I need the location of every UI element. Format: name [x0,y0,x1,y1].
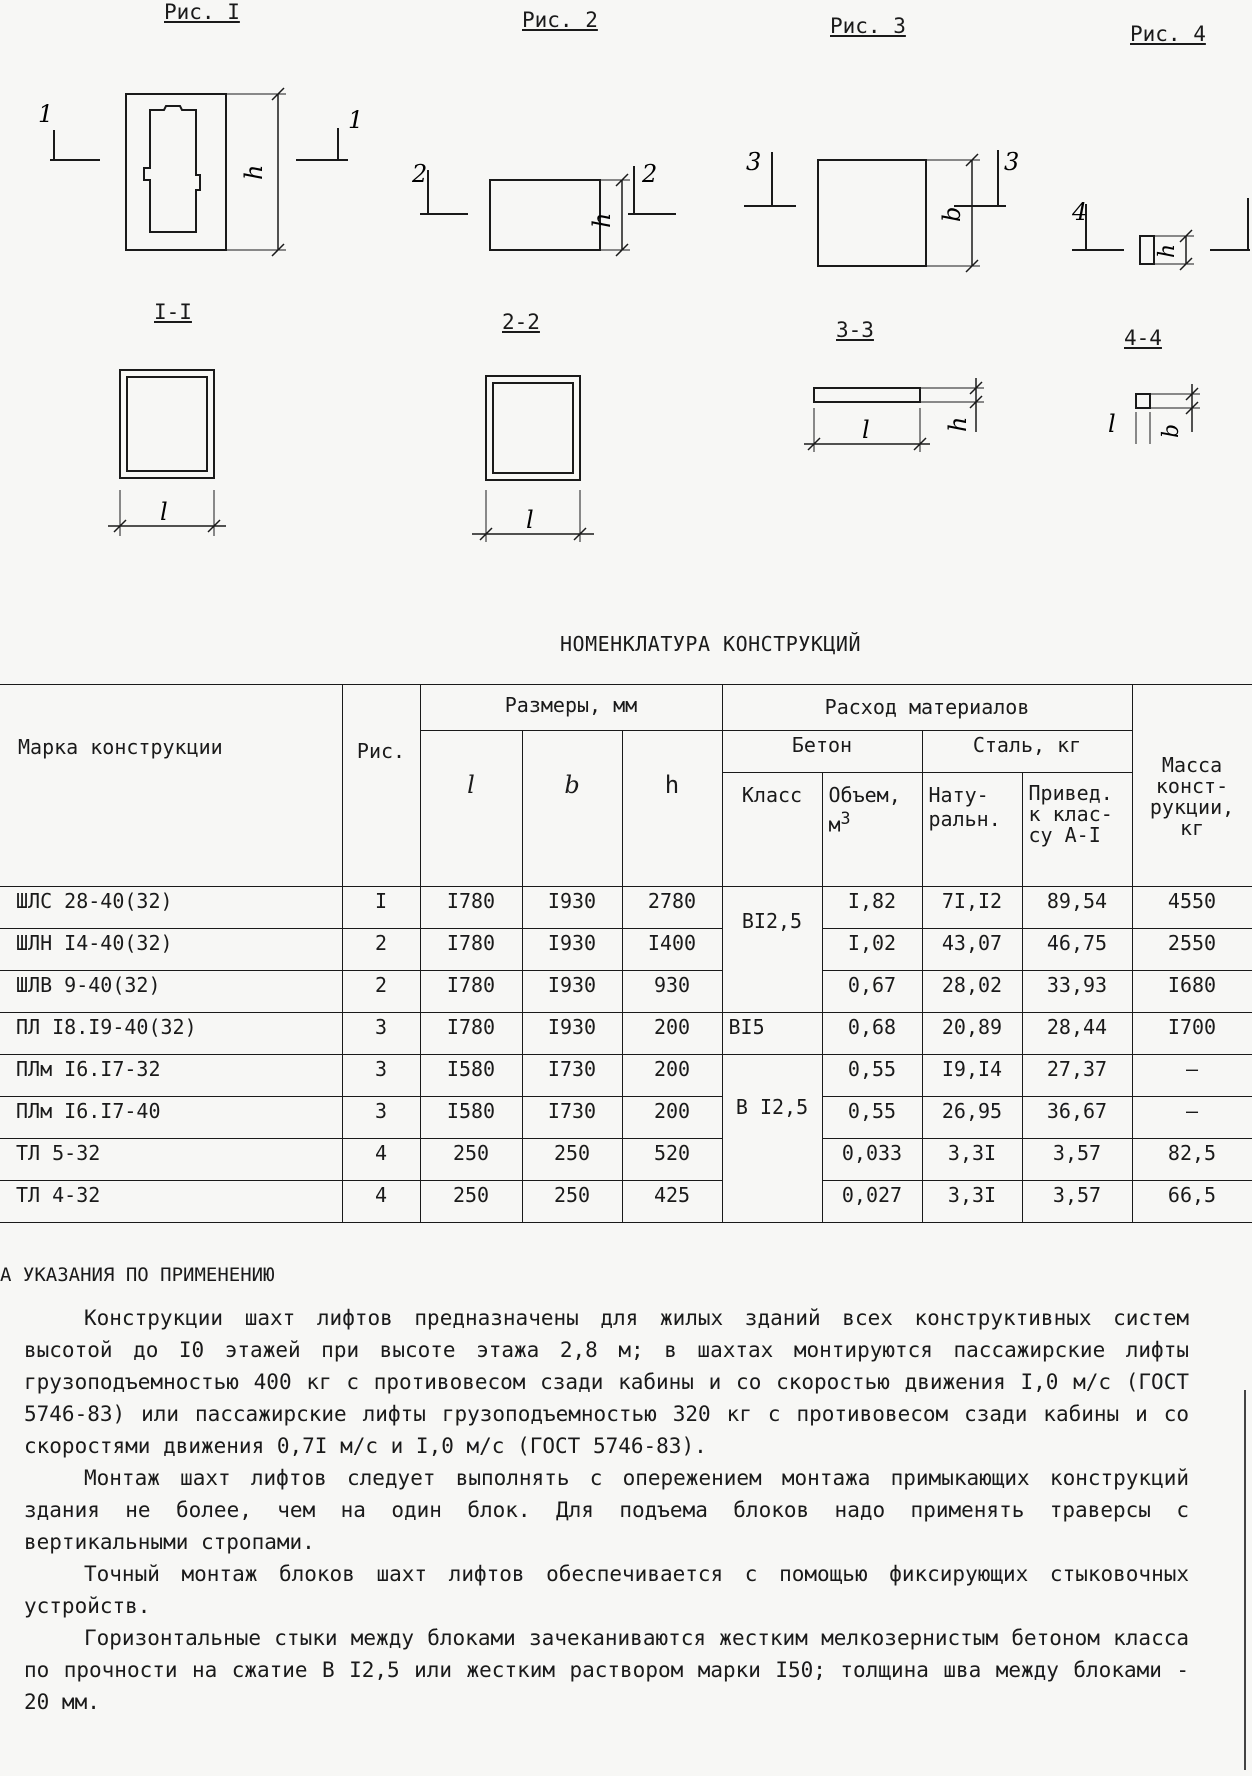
section-1-drawing [100,360,240,540]
cell-natural: 3,3I [922,1181,1022,1223]
cell-mass: 2550 [1132,929,1252,971]
cell-h: 425 [622,1181,722,1223]
cell-natural: 3,3I [922,1139,1022,1181]
header-natural: Нату-ральн. [922,773,1022,887]
cell-fig: 4 [342,1181,420,1223]
section-2-dim-l: l [526,506,534,534]
fig2-elevation [410,150,730,270]
cell-natural: I9,I4 [922,1055,1022,1097]
section-2-title: 2-2 [502,310,540,334]
cell-fig: 3 [342,1055,420,1097]
cell-volume: 0,027 [822,1181,922,1223]
fig3-cut-mark-right: 3 [1004,148,1020,176]
notes-paragraph-2: Монтаж шахт лифтов следует выполнять с опережением монтажа примыкающих конструкций здания не более, чем на один блок. Для подъема блоков надо применять траверсы с вертикальными стропами. [24,1466,1189,1554]
table-row [0,1139,1252,1181]
cell-l: I780 [420,929,522,971]
section-1-dim-l: l [160,498,168,526]
section-2-drawing [462,370,602,550]
table-row [0,1055,1252,1097]
cell-b: I730 [522,1055,622,1097]
header-mass: Масса конст-рукции, кг [1132,685,1252,887]
header-mark: Марка конструкции [0,685,342,887]
fig2-cut-mark-left: 2 [412,160,428,188]
table-row [0,1097,1252,1139]
notes-title: А УКАЗАНИЯ ПО ПРИМЕНЕНИЮ [0,1264,275,1286]
fig4-elevation [1060,190,1250,280]
cell-fig: I [342,887,420,929]
cell-h: 520 [622,1139,722,1181]
cell-mark: ШЛС 28-40(32) [0,887,342,929]
fig3-dim-b: b [938,206,966,222]
cell-b: I730 [522,1097,622,1139]
scan-edge-line [1244,1390,1246,1770]
cell-volume: I,02 [822,929,922,971]
cell-mass: 82,5 [1132,1139,1252,1181]
cell-mass: I700 [1132,1013,1252,1055]
section-1-title: I-I [154,300,192,324]
cell-h: 200 [622,1055,722,1097]
cell-l: 250 [420,1181,522,1223]
cell-reduced: 33,93 [1022,971,1132,1013]
fig1-elevation [30,80,370,270]
cell-volume: 0,68 [822,1013,922,1055]
header-fig: Рис. [342,685,420,887]
fig1-cut-mark-left: 1 [38,100,54,128]
cell-mass: 4550 [1132,887,1252,929]
header-b [522,731,622,887]
cell-l: I780 [420,1013,522,1055]
fig2-cut-mark-right: 2 [642,160,658,188]
cell-mark: ПЛм I6.I7-40 [0,1097,342,1139]
cell-h: 2780 [622,887,722,929]
notes-body [24,1302,1189,1718]
cell-b: I930 [522,1013,622,1055]
cell-l: I780 [420,971,522,1013]
cell-volume: 0,033 [822,1139,922,1181]
cell-volume: I,82 [822,887,922,929]
section-4-dim-l: l [1108,410,1116,438]
section-4-dim-b: b [1159,423,1184,438]
cell-natural: 28,02 [922,971,1022,1013]
fig1-title: Рис. I [164,0,240,24]
header-class: Класс [722,773,822,887]
fig2-title: Рис. 2 [522,8,598,32]
section-4-title: 4-4 [1124,326,1162,350]
cell-natural: 20,89 [922,1013,1022,1055]
header-l-symbol: l [467,771,475,799]
header-materials: Расход материалов [722,685,1132,731]
header-l [420,731,522,887]
fig1-dim-h: h [240,164,268,180]
header-volume [822,773,922,887]
table-row [0,887,1252,929]
notes-paragraph-3: Точный монтаж блоков шахт лифтов обеспечивается с помощью фиксирующих стыковочных устройств. [24,1562,1189,1618]
fig3-elevation [740,140,1060,280]
cell-mark: ПЛ I8.I9-40(32) [0,1013,342,1055]
cell-mark: ТЛ 4-32 [0,1181,342,1223]
cell-fig: 4 [342,1139,420,1181]
cell-mark: ПЛм I6.I7-32 [0,1055,342,1097]
table-row [0,971,1252,1013]
cell-b: I930 [522,887,622,929]
section-3-title: 3-3 [836,318,874,342]
cell-reduced: 36,67 [1022,1097,1132,1139]
cell-fig: 2 [342,971,420,1013]
header-concrete: Бетон [722,731,922,773]
cell-l: I780 [420,887,522,929]
cell-fig: 3 [342,1097,420,1139]
cell-class: B I2,5 [722,1055,822,1223]
section-4-drawing [1096,380,1246,460]
fig2-dim-h: h [588,212,616,228]
cell-natural: 26,95 [922,1097,1022,1139]
header-volume-sup: 3 [840,809,851,828]
cell-reduced: 3,57 [1022,1139,1132,1181]
cell-mass: 66,5 [1132,1181,1252,1223]
header-steel: Сталь, кг [922,731,1132,773]
cell-b: I930 [522,929,622,971]
cell-l: I580 [420,1097,522,1139]
cell-fig: 3 [342,1013,420,1055]
fig1-cut-mark-right: 1 [348,106,364,134]
nomenclature-title: НОМЕНКЛАТУРА КОНСТРУКЦИЙ [560,632,861,656]
fig3-cut-mark-left: 3 [746,148,762,176]
table-row [0,1013,1252,1055]
header-volume-label: Объем, м [828,783,901,837]
cell-natural: 43,07 [922,929,1022,971]
cell-class: BI2,5 [722,887,822,1013]
header-sizes: Размеры, мм [420,685,722,731]
section-3-drawing [800,376,1000,466]
cell-class: BI5 [722,1013,822,1055]
fig4-title: Рис. 4 [1130,22,1206,46]
cell-volume: 0,55 [822,1097,922,1139]
cell-b: I930 [522,971,622,1013]
fig4-cut-mark-left: 4 [1072,198,1088,226]
table-row [0,1181,1252,1223]
table-row [0,929,1252,971]
cell-fig: 2 [342,929,420,971]
cell-l: 250 [420,1139,522,1181]
cell-h: 200 [622,1097,722,1139]
cell-mark: ШЛН I4-40(32) [0,929,342,971]
cell-l: I580 [420,1055,522,1097]
fig3-title: Рис. 3 [830,14,906,38]
section-3-dim-h: h [944,416,972,432]
cell-b: 250 [522,1139,622,1181]
cell-h: 200 [622,1013,722,1055]
cell-mass: — [1132,1097,1252,1139]
cell-natural: 7I,I2 [922,887,1022,929]
cell-mark: ТЛ 5-32 [0,1139,342,1181]
cell-reduced: 89,54 [1022,887,1132,929]
cell-h: I400 [622,929,722,971]
notes-paragraph-1: Конструкции шахт лифтов предназначены для жилых зданий всех конструктивных систем высотой до I0 этажей при высоте этажа 2,8 м; в шахтах монтируются пассажирские лифты грузоподъемностью 400 кг с противовесом сзади кабины и со скоростью движения I,0 м/с (ГОСТ 5746-83) или пассажирские лифты грузоподъемностью 320 кг с противовесом сзади кабины и со скоростями движения 0,7I м/с и I,0 м/с (ГОСТ 5746-83). [24,1306,1189,1458]
notes-paragraph-4: Горизонтальные стыки между блоками зачеканиваются жестким мелкозернистым бетоном класса по прочности на сжатие В I2,5 или жестким раствором марки I50; толщина шва между блоками - 20 мм. [24,1626,1189,1714]
section-3-dim-l: l [862,416,870,444]
header-h: h [622,731,722,887]
cell-volume: 0,67 [822,971,922,1013]
cell-reduced: 3,57 [1022,1181,1132,1223]
cell-volume: 0,55 [822,1055,922,1097]
cell-mass: I680 [1132,971,1252,1013]
cell-reduced: 28,44 [1022,1013,1132,1055]
fig4-dim-h: h [1155,243,1180,258]
cell-reduced: 46,75 [1022,929,1132,971]
cell-reduced: 27,37 [1022,1055,1132,1097]
cell-mark: ШЛВ 9-40(32) [0,971,342,1013]
header-b-symbol: b [564,771,580,799]
nomenclature-table [0,684,1252,1223]
header-reduced: Привед. к клас-су А-I [1022,773,1132,887]
cell-mass: — [1132,1055,1252,1097]
cell-b: 250 [522,1181,622,1223]
cell-h: 930 [622,971,722,1013]
